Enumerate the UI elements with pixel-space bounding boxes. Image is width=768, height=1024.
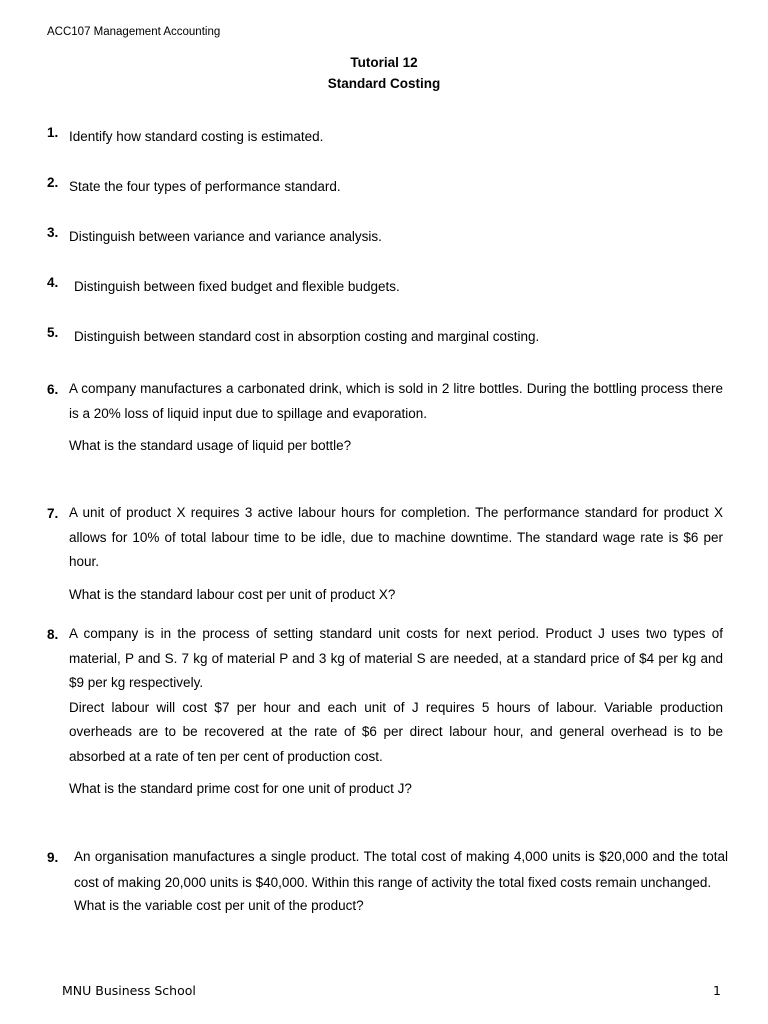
question-body [69, 622, 723, 802]
question-text: Distinguish between variance and variance analysis. [69, 229, 382, 244]
question-number: 1. [47, 125, 59, 140]
question-number: 8. [47, 627, 59, 642]
question-text: Distinguish between standard cost in absorption costing and marginal costing. [74, 329, 540, 344]
question-number: 6. [47, 382, 59, 397]
question-number: 9. [47, 850, 59, 865]
question-text: A unit of product X requires 3 active labour hours for completion. The performance standard for product X allows for 10% of total labour time to be idle, due to machine downtime. The standard wage rate is $6 per hour. [69, 505, 723, 569]
question-number: 3. [47, 225, 59, 240]
course-header: ACC107 Management Accounting [47, 26, 221, 38]
question-text: State the four types of performance standard. [69, 179, 341, 194]
question-body [69, 125, 723, 150]
question-body [69, 377, 723, 459]
footer-school: MNU Business School [62, 983, 196, 998]
question-text: Direct labour will cost $7 per hour and each unit of J requires 5 hours of labour. Variable production overheads are to be recovered at the rate of $6 per direct labour hour, and general overhead is to be absorbed at a rate of ten per cent of production cost. [69, 699, 723, 764]
question-body [74, 325, 728, 350]
question-text: A company is in the process of setting standard unit costs for next period. Product J uses two types of material, P and S. 7 kg of material P and 3 kg of material S are needed, at a standard price of $4 per kg and $9 per kg respectively. [69, 626, 723, 690]
page-number: 1 [713, 983, 721, 998]
question-number: 4. [47, 275, 59, 290]
question-number: 2. [47, 175, 59, 190]
question-body [69, 175, 723, 200]
question-body [69, 225, 723, 250]
question-text: An organisation manufactures a single product. The total cost of making 4,000 units is $20,000 and the total cost of making 20,000 units is $40,000. Within this range of activity the total fixed costs remain unchanged. [74, 849, 728, 890]
question-prompt: What is the variable cost per unit of the product? [74, 898, 364, 913]
tutorial-subtitle: Standard Costing [327, 76, 441, 91]
question-body [69, 501, 723, 607]
question-body [74, 275, 728, 300]
question-number: 5. [47, 325, 59, 340]
question-prompt: What is the standard prime cost for one unit of product J? [69, 781, 412, 796]
question-number: 7. [47, 506, 59, 521]
tutorial-title: Tutorial 12 [350, 55, 418, 70]
question-text: Distinguish between fixed budget and flexible budgets. [74, 279, 400, 294]
question-prompt: What is the standard usage of liquid per bottle? [69, 438, 352, 453]
question-text: Identify how standard costing is estimated. [69, 129, 324, 144]
question-body [74, 844, 728, 916]
question-text: A company manufactures a carbonated drink, which is sold in 2 litre bottles. During the bottling process there is a 20% loss of liquid input due to spillage and evaporation. [69, 381, 723, 421]
question-prompt: What is the standard labour cost per unit of product X? [69, 586, 396, 602]
